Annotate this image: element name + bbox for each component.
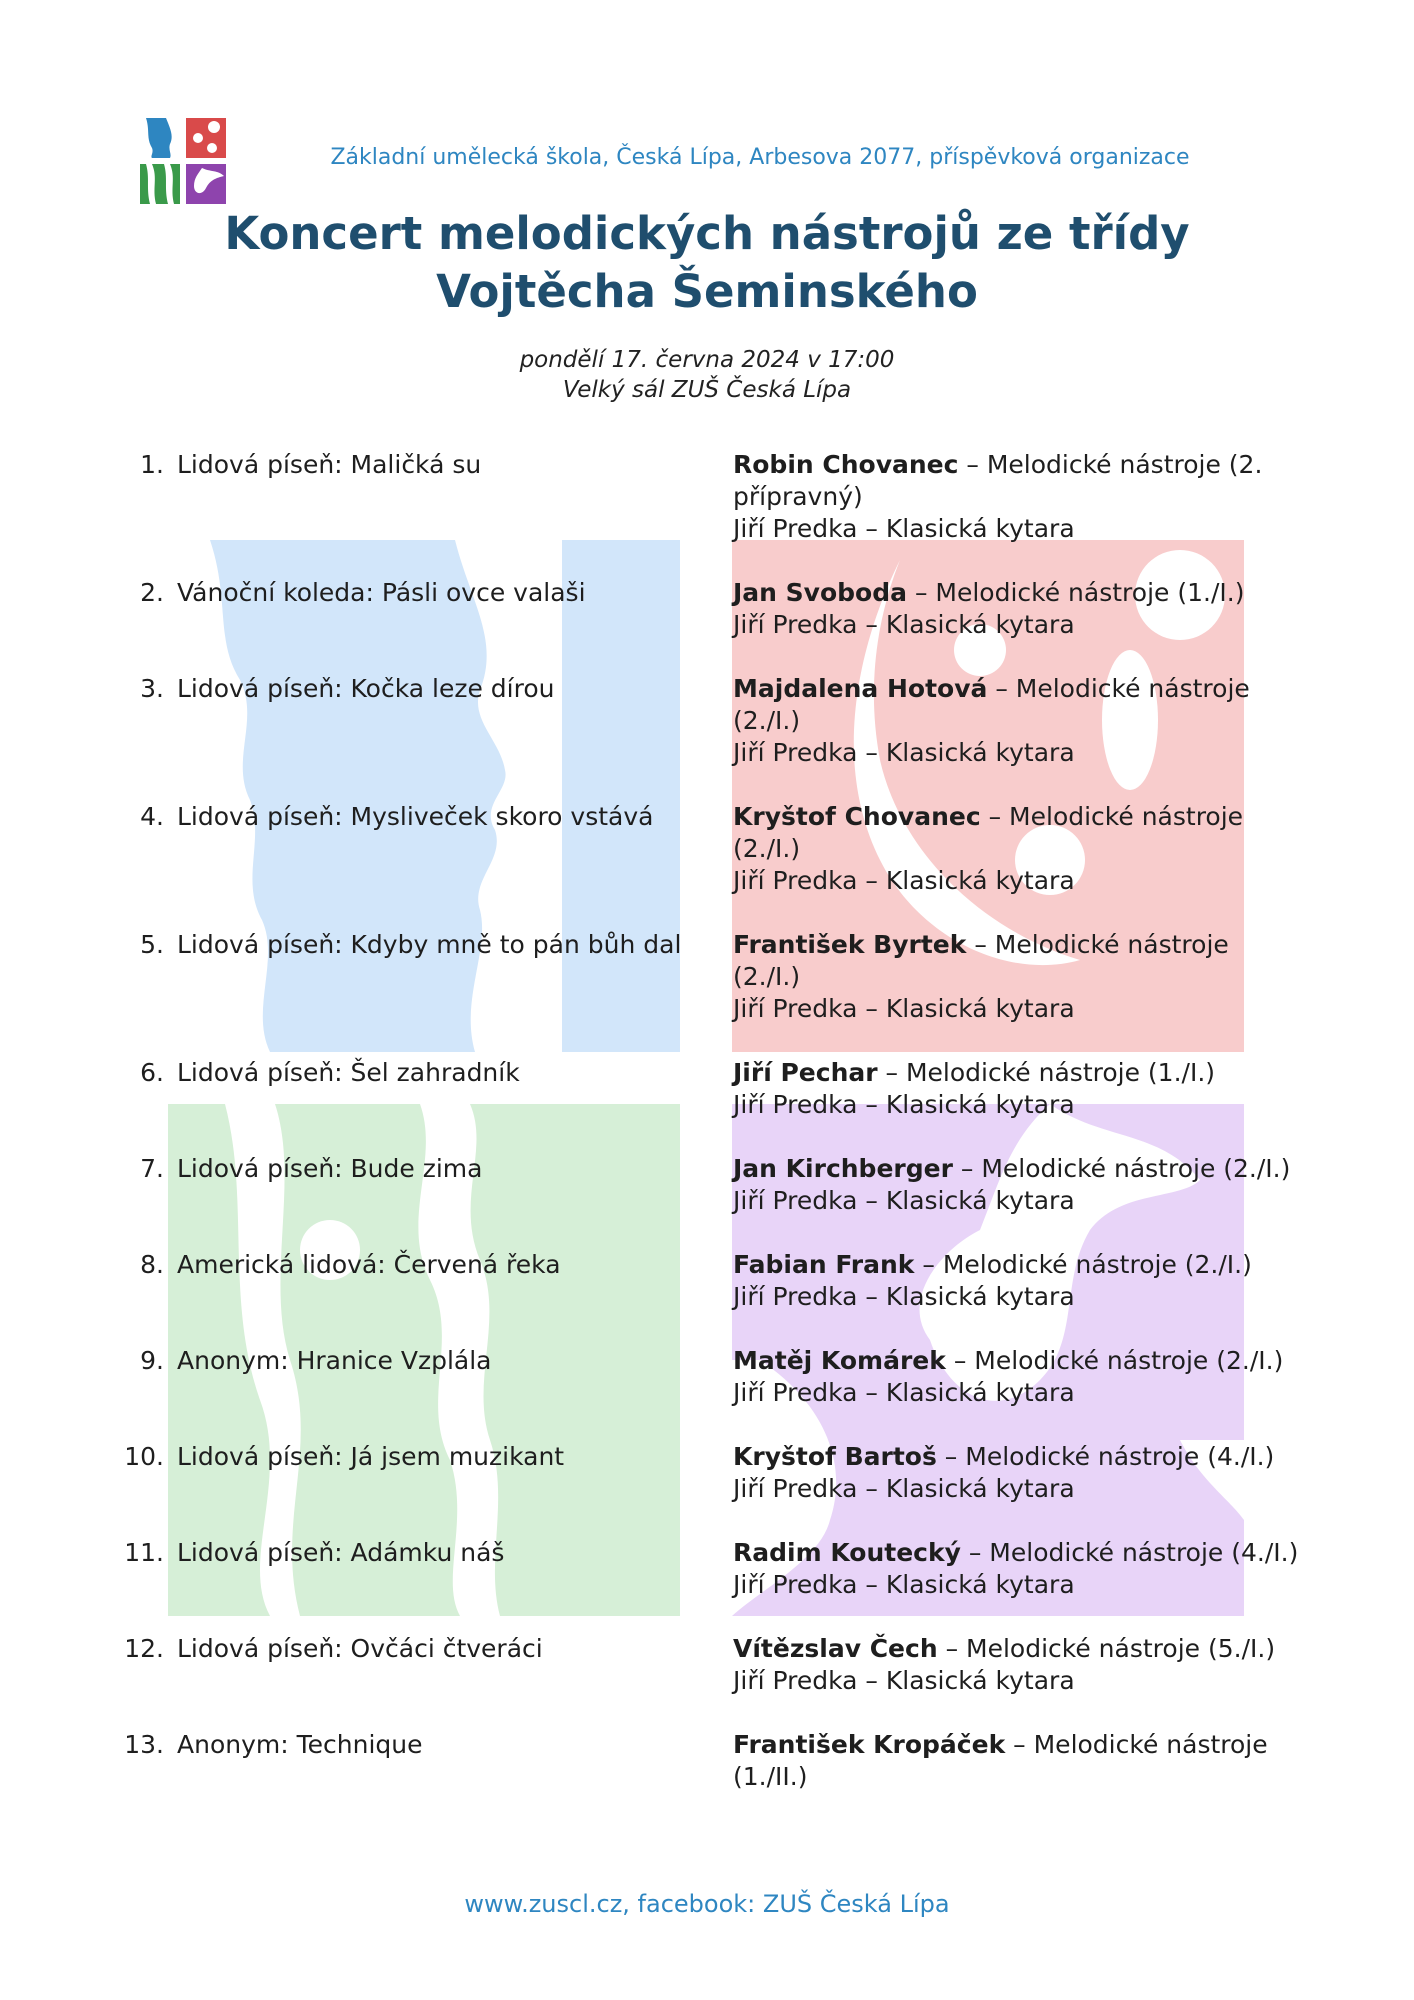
performer-name: František Byrtek [733, 930, 967, 959]
piece-title: Lidová píseň: Maličká su [177, 450, 482, 479]
program-list [0, 449, 1414, 1793]
item-number: 10. [124, 1442, 164, 1471]
performer-instrument: – Melodické nástroje (2./I.) [733, 674, 1250, 735]
event-meta [300, 345, 1114, 405]
performer-line [733, 1345, 1303, 1377]
piece-title: Lidová píseň: Adámku náš [177, 1538, 505, 1567]
performer-block [733, 1057, 1303, 1121]
performer-name: Jan Svoboda [733, 578, 907, 607]
performer-instrument: – Melodické nástroje (1./II.) [733, 1730, 1268, 1791]
performer-name: Jan Kirchberger [733, 1154, 953, 1183]
accompanist: Jiří Predka – Klasická kytara [733, 866, 1075, 895]
performer-line [733, 1249, 1303, 1281]
performer-instrument: – Melodické nástroje (4./I.) [936, 1442, 1275, 1471]
program-item [0, 449, 1414, 545]
item-number: 9. [140, 1346, 164, 1375]
piece-title: Vánoční koleda: Pásli ovce valaši [177, 578, 586, 607]
item-number: 11. [124, 1538, 164, 1567]
performer-instrument: – Melodické nástroje (1./I.) [877, 1058, 1216, 1087]
performer-name: Kryštof Bartoš [733, 1442, 937, 1471]
piece-title: Lidová píseň: Kdyby mně to pán bůh dal [177, 930, 682, 959]
program-item [0, 577, 1414, 641]
title-line-1: Koncert melodických nástrojů ze třídy [224, 207, 1190, 260]
accompanist: Jiří Predka – Klasická kytara [733, 1378, 1075, 1407]
piece-title: Lidová píseň: Ovčáci čtveráci [177, 1634, 543, 1663]
item-number: 13. [124, 1730, 164, 1759]
title-line-2: Vojtěcha Šeminského [436, 265, 978, 318]
performer-block [733, 801, 1303, 897]
piece-title: Lidová píseň: Myslivеček skoro vstává [177, 802, 654, 831]
performer-instrument: – Melodické nástroje (2./I.) [952, 1154, 1291, 1183]
item-number: 3. [140, 674, 164, 703]
item-number: 8. [140, 1250, 164, 1279]
performer-name: Radim Koutecký [733, 1538, 961, 1567]
program-item [0, 1057, 1414, 1121]
program-item [0, 1153, 1414, 1217]
accompanist: Jiří Predka – Klasická kytara [733, 1090, 1075, 1119]
performer-line [733, 577, 1303, 609]
item-number: 4. [140, 802, 164, 831]
accompanist: Jiří Predka – Klasická kytara [733, 738, 1075, 767]
school-logo [140, 118, 226, 204]
performer-block [733, 1345, 1303, 1409]
event-date: pondělí 17. června 2024 v 17:00 [519, 347, 895, 373]
accompanist: Jiří Predka – Klasická kytara [733, 1666, 1075, 1695]
item-number: 2. [140, 578, 164, 607]
item-number: 5. [140, 930, 164, 959]
program-item [0, 673, 1414, 769]
performer-name: František Kropáček [733, 1730, 1006, 1759]
item-number: 6. [140, 1058, 164, 1087]
piece-title: Lidová píseň: Šel zahradník [177, 1058, 520, 1087]
program-item [0, 1345, 1414, 1409]
program-item [0, 1537, 1414, 1601]
accompanist: Jiří Predka – Klasická kytara [733, 1186, 1075, 1215]
performer-name: Matěj Komárek [733, 1346, 946, 1375]
program-item [0, 1441, 1414, 1505]
performer-instrument: – Melodické nástroje (2./I.) [733, 930, 1229, 991]
performer-line [733, 1729, 1303, 1793]
performer-name: Robin Chovanec [733, 450, 959, 479]
performer-line [733, 1057, 1303, 1089]
performer-instrument: – Melodické nástroje (2. přípravný) [733, 450, 1263, 511]
footer-links[interactable]: www.zuscl.cz, facebook: ZUŠ Česká Lípa [464, 1890, 950, 1918]
accompanist: Jiří Predka – Klasická kytara [733, 514, 1075, 543]
piece-title: Lidová píseň: Bude zima [177, 1154, 483, 1183]
performer-block [733, 1249, 1303, 1313]
program-item [0, 929, 1414, 1025]
accompanist: Jiří Predka – Klasická kytara [733, 610, 1075, 639]
performer-line [733, 1537, 1303, 1569]
performer-name: Fabian Frank [733, 1250, 915, 1279]
performer-line [733, 449, 1303, 513]
performer-instrument: – Melodické nástroje (2./I.) [914, 1250, 1252, 1279]
item-number: 7. [140, 1154, 164, 1183]
accompanist: Jiří Predka – Klasická kytara [733, 1570, 1075, 1599]
item-number: 12. [124, 1634, 164, 1663]
page-title [150, 205, 1264, 321]
performer-block [733, 577, 1303, 641]
performer-instrument: – Melodické nástroje (5./I.) [937, 1634, 1276, 1663]
performer-block [733, 1441, 1303, 1505]
performer-name: Kryštof Chovanec [733, 802, 981, 831]
performer-block [733, 1633, 1303, 1697]
program-item [0, 1249, 1414, 1313]
performer-name: Jiří Pechar [733, 1058, 878, 1087]
program-item [0, 1633, 1414, 1697]
performer-line [733, 1441, 1303, 1473]
performer-instrument: – Melodické nástroje (2./I.) [733, 802, 1244, 863]
performer-line [733, 929, 1303, 993]
performer-line [733, 673, 1303, 737]
program-item [0, 1729, 1414, 1793]
piece-title: Anonym: Hranice Vzplála [177, 1346, 492, 1375]
accompanist: Jiří Predka – Klasická kytara [733, 1474, 1075, 1503]
performer-name: Vítězslav Čech [733, 1634, 938, 1663]
performer-block [733, 673, 1303, 769]
program-item [0, 801, 1414, 897]
performer-block [733, 1153, 1303, 1217]
piece-title: Anonym: Technique [177, 1730, 423, 1759]
piece-title: Lidová píseň: Kočka leze dírou [177, 674, 555, 703]
performer-block [733, 449, 1303, 545]
performer-line [733, 1633, 1303, 1665]
performer-name: Majdalena Hotová [733, 674, 988, 703]
performer-block [733, 929, 1303, 1025]
accompanist: Jiří Predka – Klasická kytara [733, 994, 1075, 1023]
performer-line [733, 801, 1303, 865]
organization-name: Základní umělecká škola, Česká Lípa, Arbesova 2077, příspěvková organizace [330, 145, 1190, 170]
performer-line [733, 1153, 1303, 1185]
performer-instrument: – Melodické nástroje (1./I.) [907, 578, 1245, 607]
piece-title: Lidová píseň: Já jsem muzikant [177, 1442, 565, 1471]
performer-instrument: – Melodické nástroje (2./I.) [945, 1346, 1284, 1375]
performer-instrument: – Melodické nástroje (4./I.) [960, 1538, 1299, 1567]
performer-block [733, 1537, 1303, 1601]
item-number: 1. [140, 450, 164, 479]
performer-block [733, 1729, 1303, 1793]
accompanist: Jiří Predka – Klasická kytara [733, 1282, 1075, 1311]
piece-title: Americká lidová: Červená řeka [177, 1250, 561, 1279]
event-venue: Velký sál ZUŠ Česká Lípa [562, 377, 852, 403]
